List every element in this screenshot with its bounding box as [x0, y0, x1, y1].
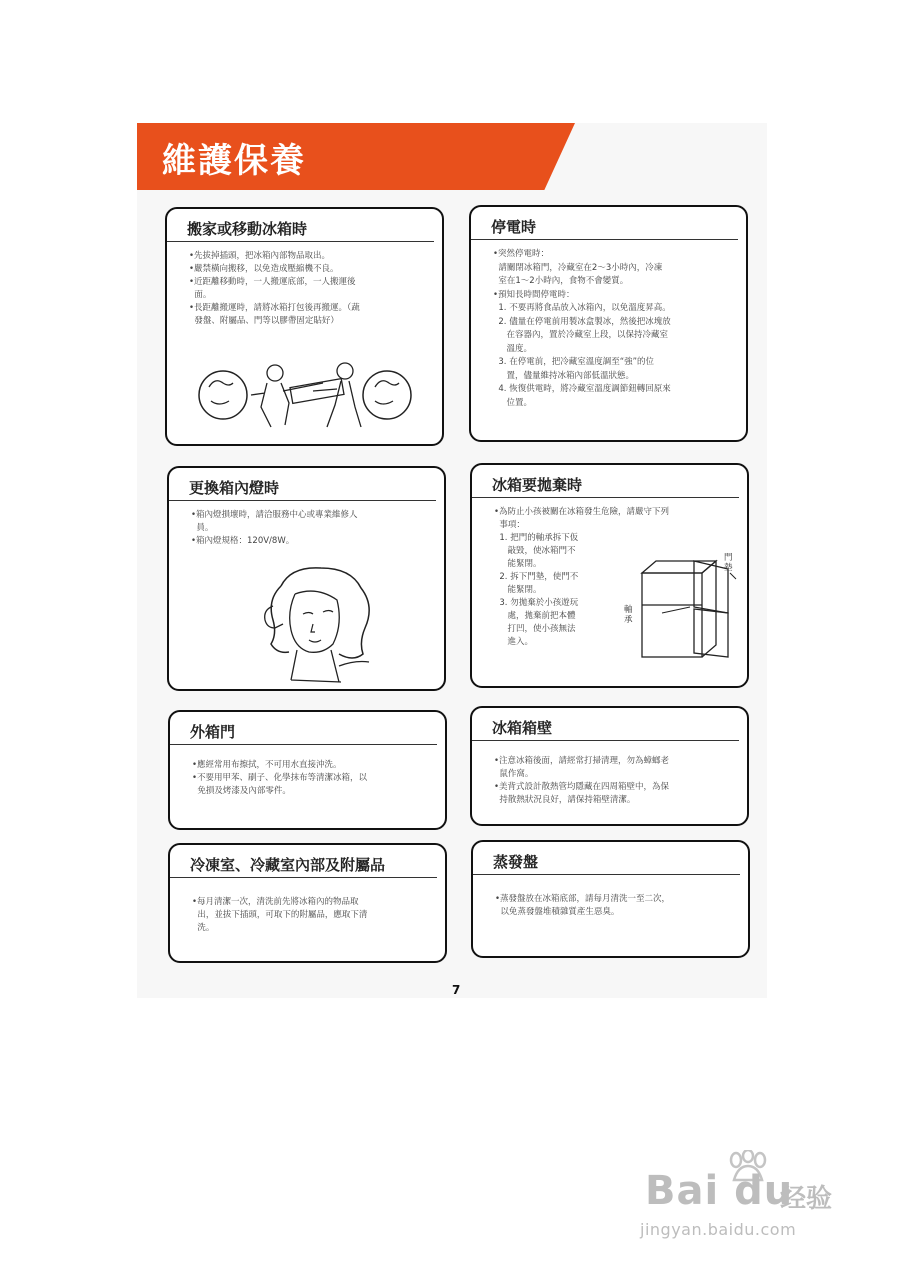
text-line: 置，儘量維持冰箱內部低溫狀態。 [493, 370, 635, 381]
text-line: 位置。 [493, 397, 533, 408]
section-title: 蒸發盤 [473, 842, 740, 875]
text-line: 出，並拔下插頭，可取下的附屬品，應取下清 [192, 910, 368, 920]
door-gasket-label: 門墊 [724, 553, 733, 573]
section-body [473, 875, 748, 919]
text-line: 事項： [494, 520, 525, 530]
text-line: •嚴禁橫向搬移，以免造成壓縮機不良。 [189, 264, 339, 274]
text-line: 員。 [191, 523, 214, 533]
jingyan-text: 经验 [780, 1184, 833, 1214]
baidu-logo: Bai du [645, 1168, 794, 1214]
section-power-outage [469, 205, 748, 442]
text-line: 溫度。 [493, 343, 533, 354]
section-title: 外箱門 [170, 712, 437, 745]
text-line: •蒸發盤放在冰箱底部，請每月清洗一至二次， [495, 894, 671, 904]
text-line: •近距離移動時，一人搬運底部，一人搬運後 [189, 277, 356, 287]
section-body [167, 242, 442, 328]
text-line: 發盤、附屬品、門等以膠帶固定貼好） [189, 316, 339, 326]
text-line: 3. 在停電前，把冷藏室溫度調至“強”的位 [493, 357, 655, 367]
text-line: 2. 拆下門墊，使門不 [494, 572, 579, 582]
section-title: 冷凍室、冷藏室內部及附屬品 [170, 845, 437, 878]
text-line: •注意冰箱後面，請經常打掃清理，勿為蟑螂老 [494, 756, 670, 766]
woman-on-phone-illustration [251, 566, 381, 686]
text-line: 2. 儘量在停電前用製冰盒製冰，然後把冰塊放 [493, 316, 671, 327]
section-title: 更換箱內燈時 [169, 468, 436, 501]
section-body [471, 240, 746, 410]
section-bulb [167, 466, 446, 691]
text-line: •長距離搬運時，請將冰箱打包後再搬運。（蔬 [189, 303, 360, 313]
text-line: 3. 勿拋棄於小孩遊玩 [494, 598, 579, 608]
section-disposal [470, 463, 749, 688]
text-line: •不要用甲苯、刷子、化學抹布等清潔冰箱，以 [192, 773, 368, 783]
page-number: 7 [452, 983, 461, 997]
section-body [472, 741, 747, 807]
section-cabinet-wall [470, 706, 749, 826]
text-line: •先拔掉插頭，把冰箱內部物品取出。 [189, 251, 331, 261]
text-line: 請關閉冰箱門，冷藏室在2～3小時內，冷凍 [493, 262, 663, 273]
text-line: 鼠作窩。 [494, 769, 534, 779]
section-title: 停電時 [471, 207, 738, 240]
hinge-label: 軸承 [624, 605, 633, 625]
text-line: 4. 恢復供電時，將冷藏室溫度調節鈕轉回原來 [493, 384, 671, 394]
text-line: •箱內燈損壞時，請洽服務中心或專業維修人 [191, 510, 358, 520]
text-line: 持散熱狀況良好，請保持箱壁清潔。 [494, 795, 636, 805]
text-line: 能緊閉。 [494, 559, 542, 569]
section-outer-door [168, 710, 447, 830]
section-body [169, 501, 444, 548]
section-moving [165, 207, 444, 446]
page-title: 維護保養 [162, 141, 306, 181]
text-line: •每月清潔一次，清洗前先將冰箱內的物品取 [192, 897, 359, 907]
text-line: 室在1～2小時內，食物不會變質。 [493, 276, 629, 286]
text-line: 1. 把門的軸承拆下仮 [494, 533, 579, 543]
text-line: 進入。 [494, 637, 534, 647]
text-line: 敲毀，使冰箱門不 [494, 546, 576, 556]
text-line: •箱內燈規格：120V/8W。 [191, 536, 295, 546]
text-line: 以免蒸發盤堆積雜質產生惡臭。 [495, 907, 620, 917]
section-title: 冰箱箱壁 [472, 708, 739, 741]
text-line: 免損及烤漆及內部零件。 [192, 786, 291, 796]
section-evaporator-tray [471, 840, 750, 958]
text-line: 能緊閉。 [494, 585, 542, 595]
moving-illustration [195, 357, 415, 437]
text-line: •突然停電時： [493, 249, 550, 259]
section-body [170, 745, 445, 798]
text-line: 打凹，使小孩無法 [494, 624, 576, 634]
text-line: 面。 [189, 290, 212, 300]
text-line: •應經常用布擦拭，不可用水直接沖洗。 [192, 760, 342, 770]
section-interior [168, 843, 447, 963]
text-line: 在容器內，置於冷藏室上段，以保持冷藏室 [493, 330, 669, 340]
text-line: 洗。 [192, 923, 215, 933]
section-title: 搬家或移動冰箱時 [167, 209, 434, 242]
text-line: •為防止小孩被關在冰箱發生危險，請嚴守下列 [494, 507, 670, 517]
section-body [170, 878, 445, 935]
text-line: •預知長時間停電時： [493, 289, 575, 300]
watermark-url: jingyan.baidu.com [640, 1220, 797, 1239]
text-line: •美背式設計散熱管均隱藏在四周箱壁中，為保 [494, 782, 670, 792]
text-line: 1. 不要再將食品放入冰箱內，以免溫度昇高。 [493, 303, 671, 313]
section-title: 冰箱要拋棄時 [472, 465, 739, 498]
baidu-jingyan-watermark [640, 1150, 850, 1245]
text-line: 處，拋棄前把本體 [494, 611, 576, 621]
